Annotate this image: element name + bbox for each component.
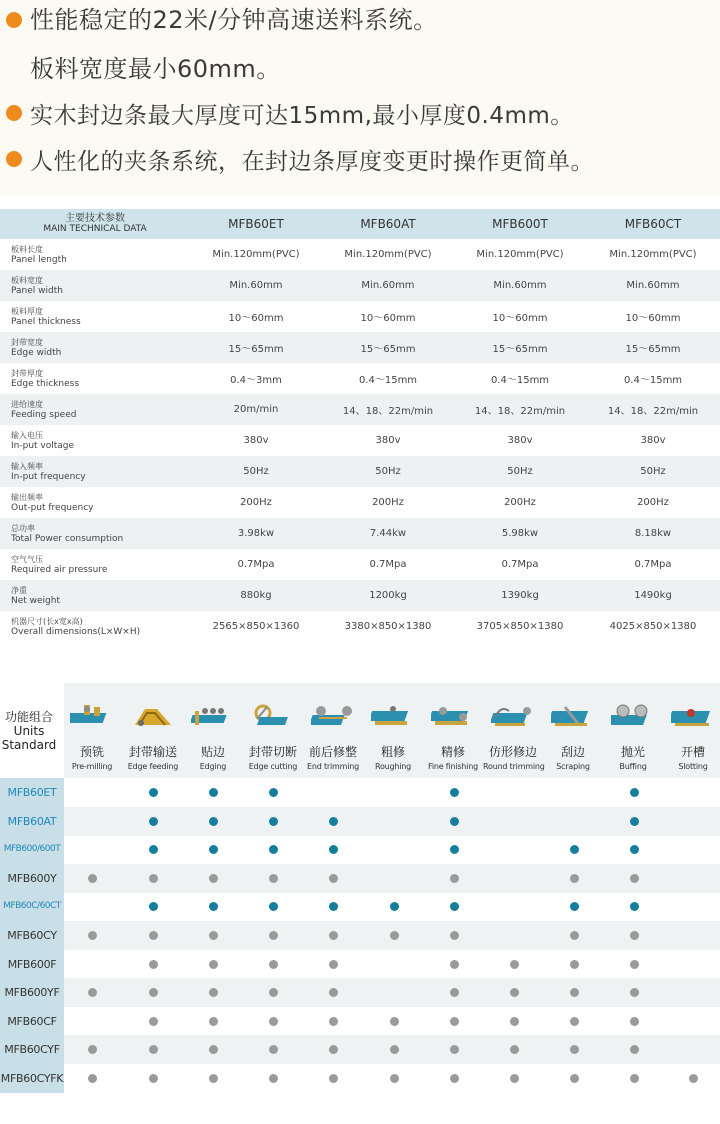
spec-value: 0.7Mpa [369,559,407,570]
spec-value: 50Hz [586,456,720,487]
standard-dot [269,788,278,797]
table-header-label [0,209,190,239]
optional-dot [269,960,278,969]
standard-dot [209,788,218,797]
function-column [663,683,720,778]
model-row [0,978,720,1007]
scraping-icon [551,703,595,731]
matrix-title [0,710,58,752]
standard-dot [329,902,338,911]
spec-value: Min.60mm [586,270,720,301]
optional-dot [269,931,278,940]
function-name-zh: 封带切断 [248,745,297,759]
standard-dot [630,845,639,854]
row-background [64,807,720,836]
table-row [0,549,720,580]
model-row [0,1035,720,1064]
spec-value: 15～65mm [190,332,322,363]
spec-value: 0.7Mpa [634,559,672,570]
spec-label [0,239,190,270]
model-column-header: MFB60ET [190,209,322,239]
spec-label [0,518,190,549]
function-column [183,683,243,778]
optional-dot [209,1017,218,1026]
standard-dot [149,845,158,854]
optional-dot [329,874,338,883]
function-column [303,683,363,778]
spec-label [0,611,190,642]
optional-dot [450,1074,459,1083]
spec-value: 14、18、22m/min [586,394,720,425]
spec-label [0,270,190,301]
model-name: MFB600Y [7,871,57,885]
model-column-header: MFB60AT [322,209,454,239]
spec-value: 10～60mm [228,313,284,324]
spec-label [0,425,190,456]
spec-value: Min.120mm(PVC) [476,249,564,260]
spec-label-zh: 输出频率 [11,492,43,502]
roughing-icon [371,703,415,731]
function-name-en: Buffing [619,762,647,771]
optional-dot [149,960,158,969]
spec-value: 3.98kw [190,518,322,549]
function-name-zh: 粗修 [380,745,405,759]
optional-dot [450,1017,459,1026]
standard-dot [630,902,639,911]
spec-value: 0.4～3mm [230,375,282,386]
function-name-zh: 预铣 [79,745,104,759]
table-row [0,611,720,642]
optional-dot [510,1074,519,1083]
optional-dot [630,1017,639,1026]
function-name-zh: 贴边 [200,745,225,759]
model-row [0,921,720,950]
standard-dot [570,845,579,854]
bullet-icon [6,105,22,121]
feature-intro [0,0,720,195]
model-name: MFB600F [7,957,57,971]
optional-dot [329,1074,338,1083]
function-name-en: Slotting [678,762,708,771]
spec-label [0,580,190,611]
table-row [0,580,720,611]
edge-feeding-icon [131,703,175,731]
spec-value: 8.18kw [586,518,720,549]
spec-value: 0.7Mpa [501,559,539,570]
standard-dot [269,902,278,911]
table-row [0,239,720,270]
spec-value: 380v [243,435,269,446]
spec-value: 10～60mm [360,313,416,324]
table-row [0,363,720,394]
spec-value: 15～65mm [454,332,586,363]
spec-value: Min.60mm [190,270,322,301]
spec-value: 1490kg [586,580,720,611]
fine-finishing-icon [431,703,475,731]
feature-bullet-continuation: 板料宽度最小60mm。 [30,55,281,83]
function-column [543,683,603,778]
model-column-header: MFB600T [454,209,586,239]
spec-value: 14、18、22m/min [322,394,454,425]
function-column [123,683,183,778]
optional-dot [209,1074,218,1083]
spec-value: 7.44kw [322,518,454,549]
optional-dot [630,931,639,940]
spec-label-en: Total Power consumption [11,533,124,544]
spec-value: 0.4～15mm [358,375,418,386]
spec-value: Min.60mm [454,270,586,301]
spec-label-en: Edge width [11,347,62,358]
spec-value: 50Hz [322,456,454,487]
spec-label-en: Overall dimensions(L×W×H) [11,626,141,637]
spec-label-zh: 机器尺寸(长x宽x高) [11,616,83,626]
spec-label [0,549,190,580]
standard-dot [630,817,639,826]
model-name: MFB60CY [7,929,57,942]
spec-value: 3705×850×1380 [476,621,564,632]
optional-dot [149,874,158,883]
optional-dot [329,931,338,940]
optional-dot [390,931,399,940]
model-name: MFB600/600T [3,844,61,855]
spec-label [0,487,190,518]
table-row [0,270,720,301]
spec-value: 10～60mm [625,313,681,324]
spec-value: 380v [507,435,533,446]
model-row [0,864,720,893]
standard-dot [630,788,639,797]
model-row [0,950,720,979]
spec-value: 0.4～15mm [490,375,550,386]
table-row [0,332,720,363]
model-name: MFB60C/60CT [3,901,61,912]
matrix-title-zh: 功能组合 [4,710,53,724]
function-name-en: Fine finishing [428,762,478,771]
standard-dot [269,817,278,826]
model-name: MFB60CYFK [0,1072,64,1085]
spec-label-zh: 板料长度 [11,244,43,254]
matrix-corner [0,683,64,778]
optional-dot [390,1017,399,1026]
row-background [64,864,720,893]
optional-dot [570,960,579,969]
optional-dot [450,874,459,883]
feature-bullet: 人性化的夹条系统，在封边条厚度变更时操作更简单。 [30,149,594,175]
edge-cutting-icon [251,703,295,731]
optional-dot [570,874,579,883]
optional-dot [570,931,579,940]
model-name: MFB60AT [7,814,57,828]
table-row [0,301,720,332]
standard-dot [149,788,158,797]
pre-milling-icon [70,703,114,731]
spec-label-zh: 总功率 [11,523,35,533]
spec-value: Min.120mm(PVC) [344,249,432,260]
spec-value: 5.98kw [454,518,586,549]
function-column [423,683,483,778]
standard-dot [570,902,579,911]
standard-dot [209,817,218,826]
spec-label [0,332,190,363]
function-name-zh: 开槽 [680,745,705,759]
spec-value: 200Hz [240,497,272,508]
spec-value: 380v [375,435,401,446]
function-name-en: Edge cutting [248,762,298,771]
spec-value: 1200kg [322,580,454,611]
row-background [64,978,720,1007]
model-row [0,807,720,836]
table-row [0,487,720,518]
optional-dot [269,1074,278,1083]
function-column [603,683,663,778]
model-name: MFB60ET [7,786,57,799]
optional-dot [510,1017,519,1026]
model-column-header: MFB60CT [586,209,720,239]
model-name: MFB600YF [4,986,60,1000]
spec-label-zh: 板料宽度 [11,275,43,285]
optional-dot [149,1074,158,1083]
model-name: MFB60CF [7,1014,57,1028]
spec-value: Min.60mm [322,270,454,301]
model-row [0,778,720,807]
spec-value: 200Hz [504,497,536,508]
bullet-icon [6,12,22,28]
spec-value: 880kg [190,580,322,611]
spec-value: Min.120mm(PVC) [212,249,300,260]
spec-label-zh: 进给速度 [11,399,43,409]
function-name-zh: 刮边 [560,745,585,759]
spec-value: 14、18、22m/min [454,394,586,425]
spec-value: 15～65mm [322,332,454,363]
spec-label-en: Feeding speed [11,409,77,420]
spec-value: 15～65mm [586,332,720,363]
optional-dot [450,960,459,969]
spec-label-zh: 板料厚度 [11,306,43,316]
spec-label-zh: 输入电压 [11,430,43,440]
optional-dot [209,874,218,883]
table-row [0,425,720,456]
bullet-icon [6,151,22,167]
function-column [363,683,423,778]
spec-value: 1390kg [454,580,586,611]
optional-dot [510,960,519,969]
spec-label-en: Out-put frequency [11,502,94,513]
spec-label-en: Net weight [11,595,61,606]
optional-dot [329,1017,338,1026]
buffing-icon [611,703,655,731]
optional-dot [88,931,97,940]
standard-dot [209,845,218,854]
function-name-zh: 前后修整 [308,745,357,759]
model-row [0,892,720,921]
technical-data-table [0,209,720,642]
spec-label-en: In-put frequency [11,471,86,482]
function-name-zh: 精修 [440,745,465,759]
spec-value: 0.4～15mm [623,375,683,386]
spec-value: 0.7Mpa [237,559,275,570]
optional-dot [329,960,338,969]
optional-dot [209,931,218,940]
model-name: MFB60CYF [4,1043,60,1057]
optional-dot [570,1017,579,1026]
standard-dot [390,902,399,911]
spec-value: 10～60mm [492,313,548,324]
spec-label-en: Required air pressure [11,564,108,575]
spec-value: 20m/min [190,394,322,425]
optional-dot [450,931,459,940]
function-name-en: Scraping [556,762,590,771]
function-name-en: End trimming [307,762,359,771]
standard-dot [269,845,278,854]
optional-dot [630,960,639,969]
function-name-en: Roughing [374,762,412,771]
standard-dot [149,817,158,826]
spec-value: 380v [640,435,666,446]
spec-value: 200Hz [637,497,669,508]
optional-dot [689,1074,698,1083]
optional-dot [149,931,158,940]
standard-dot [209,902,218,911]
standard-dot [329,845,338,854]
function-column [483,683,543,778]
spec-label [0,363,190,394]
standard-dot [450,788,459,797]
optional-dot [209,960,218,969]
standard-dot [329,817,338,826]
spec-label-en: In-put voltage [11,440,75,451]
optional-dot [149,1017,158,1026]
function-name-zh: 抛光 [620,745,645,759]
spec-label [0,456,190,487]
table-header-row [0,209,720,239]
function-name-zh: 封带输送 [128,745,177,759]
slotting-icon [671,703,715,731]
table-row [0,456,720,487]
spec-label-en: Panel length [11,254,67,265]
spec-label-zh: 封带宽度 [11,337,43,347]
round-trimming-icon [491,703,535,731]
spec-label-zh: 空气气压 [11,554,43,564]
function-name-en: Edging [199,762,227,771]
optional-dot [570,1074,579,1083]
function-name-zh: 仿形修边 [488,745,537,759]
standard-dot [450,902,459,911]
spec-label-en: Panel thickness [11,316,81,327]
spec-label-zh: 输入频率 [11,461,43,471]
standard-dot [149,902,158,911]
feature-bullet: 实木封边条最大厚度可达15mm,最小厚度0.4mm。 [30,103,574,129]
spec-label-en: Edge thickness [11,378,80,389]
matrix-title-units: Units [13,724,45,738]
optional-dot [390,1074,399,1083]
spec-label [0,394,190,425]
function-name-en: Edge feeding [127,762,179,771]
spec-value: 4025×850×1380 [609,621,697,632]
function-matrix [0,683,720,1093]
standard-dot [450,817,459,826]
model-row [0,835,720,864]
model-row [0,1007,720,1036]
optional-dot [269,1017,278,1026]
optional-dot [88,1074,97,1083]
optional-dot [630,1074,639,1083]
spec-label [0,301,190,332]
spec-value: 50Hz [190,456,322,487]
matrix-title-standard: Standard [1,738,57,752]
header-en: MAIN TECHNICAL DATA [43,224,147,234]
table-row [0,394,720,425]
spec-value: Min.120mm(PVC) [609,249,697,260]
optional-dot [630,874,639,883]
feature-bullet: 性能稳定的22米/分钟高速送料系统。 [30,6,438,34]
function-name-en: Round trimming [483,762,545,771]
spec-value: 200Hz [372,497,404,508]
function-name-en: Pre-milling [71,762,113,771]
function-column [243,683,303,778]
spec-label-zh: 净重 [11,585,27,595]
spec-value: 3380×850×1380 [344,621,432,632]
spec-value: 50Hz [454,456,586,487]
spec-label-zh: 封带厚度 [11,368,43,378]
model-row [0,1064,720,1093]
table-row [0,518,720,549]
function-column [62,683,122,778]
spec-value: 2565×850×1360 [212,621,300,632]
header-zh: 主要技术参数 [65,213,125,224]
optional-dot [269,874,278,883]
optional-dot [88,874,97,883]
end-trimming-icon [311,703,355,731]
edging-icon [191,703,235,731]
standard-dot [450,845,459,854]
spec-label-en: Panel width [11,285,63,296]
